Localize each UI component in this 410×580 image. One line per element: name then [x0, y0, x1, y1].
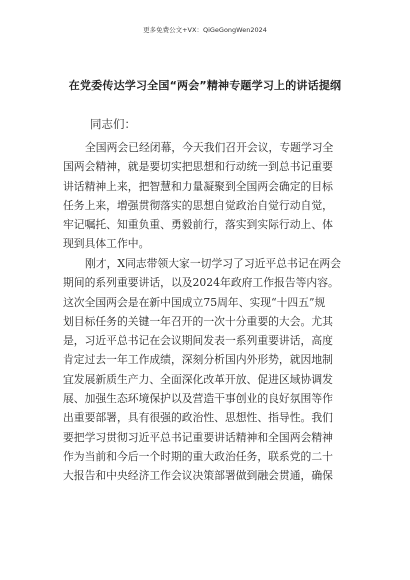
- document-title: 在党委传达学习全国“两会”精神专题学习上的讲话提纲: [68, 79, 342, 92]
- paragraph-line: 展、加强生态环境保护以及营造干事创业的良好氛围等作: [63, 392, 333, 406]
- paragraph-line: 现到具体工作中。: [63, 237, 150, 251]
- paragraph-line: 是，习近平总书记在会议期间发表一系列重要讲话，高度: [63, 334, 333, 348]
- paragraph-line: 划目标任务的关键一年召开的一次十分重要的大会。尤其: [63, 314, 333, 328]
- paragraph-line: 期间的系列重要讲话，以及2024年政府工作报告等内容。: [63, 276, 339, 290]
- paragraph-line: 全国两会已经闭幕，今天我们召开会议，专题学习全: [85, 141, 334, 154]
- paragraph-line: 这次全国两会是在新中国成立75周年、实现“十四五”规: [63, 295, 326, 309]
- paragraph-line: 国两会精神，就是要切实把思想和行动统一到总书记重要: [63, 160, 333, 174]
- paragraph-line: 出重要部署，具有很强的政治性、思想性、指导性。我们: [63, 411, 333, 425]
- paragraph-line: 牢记嘱托、知重负重、勇毅前行，落实到实际行动上、体: [63, 218, 333, 232]
- paragraph-1: [63, 138, 348, 254]
- paragraph-line: 作为当前和今后一个时期的重大政治任务，联系党的二十: [63, 449, 333, 463]
- paragraph-line: 刚才，X同志带领大家一切学习了习近平总书记在两会: [85, 257, 342, 270]
- paragraph-line: 要把学习贯彻习近平总书记重要讲话精神和全国两会精神: [63, 430, 333, 444]
- paragraph-2: [63, 254, 348, 486]
- salutation: 同志们：: [90, 117, 136, 131]
- paragraph-line: 大报告和中央经济工作会议决策部署做到融会贯通，确保: [63, 469, 333, 483]
- paragraph-line: 肯定过去一年工作成绩，深刻分析国内外形势，就因地制: [63, 353, 333, 367]
- page-header-promo: 更多免费公文+VX：QiGeGongWen2024: [143, 26, 267, 34]
- paragraph-line: 任务上来，增强贯彻落实的思想自觉政治自觉行动自觉，: [63, 198, 333, 212]
- paragraph-line: 宜发展新质生产力、全面深化改革开放、促进区域协调发: [63, 372, 333, 386]
- paragraph-line: 讲话精神上来，把智慧和力量凝聚到全国两会确定的目标: [63, 179, 333, 193]
